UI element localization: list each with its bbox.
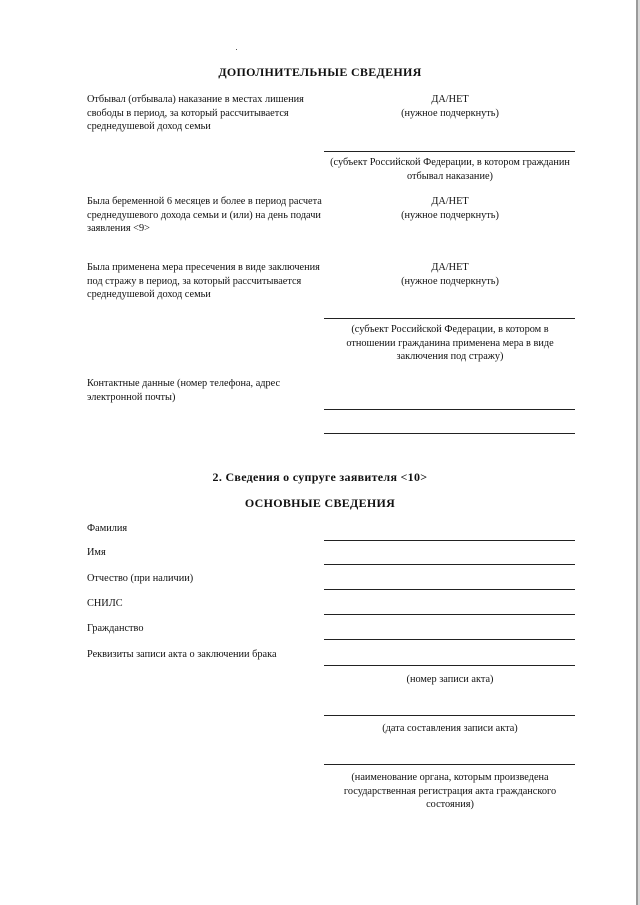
imprisonment-region-hint: (субъект Российской Федерации, в котором гражданин отбывал наказание)	[330, 157, 570, 182]
marriage-record-label: Реквизиты записи акта о заключении брака	[87, 649, 277, 660]
scan-speck	[236, 49, 237, 50]
detention-region-line[interactable]	[324, 318, 575, 319]
question-imprisonment-label: Отбывал (отбывала) наказание в местах лишения свободы в период, за который рассчитывается среднедушевой доход семьи	[87, 94, 304, 132]
section-title-additional: ДОПОЛНИТЕЛЬНЫЕ СВЕДЕНИЯ	[218, 65, 422, 79]
act-date-hint: (дата составления записи акта)	[382, 723, 518, 734]
question-pregnancy-label: Была беременной 6 месяцев и более в период расчета среднедушевого дохода семьи и (или) на день подачи заявления <9>	[87, 196, 322, 234]
patronymic-line[interactable]	[324, 589, 575, 590]
surname-label: Фамилия	[87, 523, 128, 534]
contacts-label: Контактные данные (номер телефона, адрес электронной почты)	[87, 378, 281, 403]
act-authority-hint: (наименование органа, которым произведена государственная регистрация акта гражданского состояния)	[343, 772, 557, 810]
question-detention-label: Была применена мера пресечения в виде заключения под стражу в период, за который рассчитывается среднедушевой доход семьи	[87, 262, 320, 300]
act-number-line[interactable]	[324, 665, 575, 666]
question-detention-hint: (нужное подчеркнуть)	[401, 276, 499, 287]
act-authority-line[interactable]	[324, 764, 575, 765]
detention-region-hint: (субъект Российской Федерации, в котором в отношении гражданина применена мера в виде заключения под стражу)	[346, 324, 554, 362]
question-imprisonment-answer[interactable]: ДА/НЕТ	[431, 94, 469, 105]
question-imprisonment-hint: (нужное подчеркнуть)	[401, 108, 499, 119]
act-date-line[interactable]	[324, 715, 575, 716]
name-label: Имя	[87, 547, 106, 558]
question-detention-answer[interactable]: ДА/НЕТ	[431, 262, 469, 273]
snils-line[interactable]	[324, 614, 575, 615]
snils-label: СНИЛС	[87, 598, 123, 609]
section-title-spouse: 2. Сведения о супруге заявителя <10>	[212, 470, 428, 484]
imprisonment-region-line[interactable]	[324, 151, 575, 152]
contacts-line-2[interactable]	[324, 433, 575, 434]
question-pregnancy-hint: (нужное подчеркнуть)	[401, 210, 499, 221]
act-number-hint: (номер записи акта)	[406, 674, 494, 685]
question-pregnancy-answer[interactable]: ДА/НЕТ	[431, 196, 469, 207]
section-subtitle-main: ОСНОВНЫЕ СВЕДЕНИЯ	[244, 496, 396, 510]
citizenship-label: Гражданство	[87, 623, 144, 634]
citizenship-line[interactable]	[324, 639, 575, 640]
contacts-line-1[interactable]	[324, 409, 575, 410]
surname-line[interactable]	[324, 540, 575, 541]
patronymic-label: Отчество (при наличии)	[87, 573, 194, 584]
name-line[interactable]	[324, 564, 575, 565]
